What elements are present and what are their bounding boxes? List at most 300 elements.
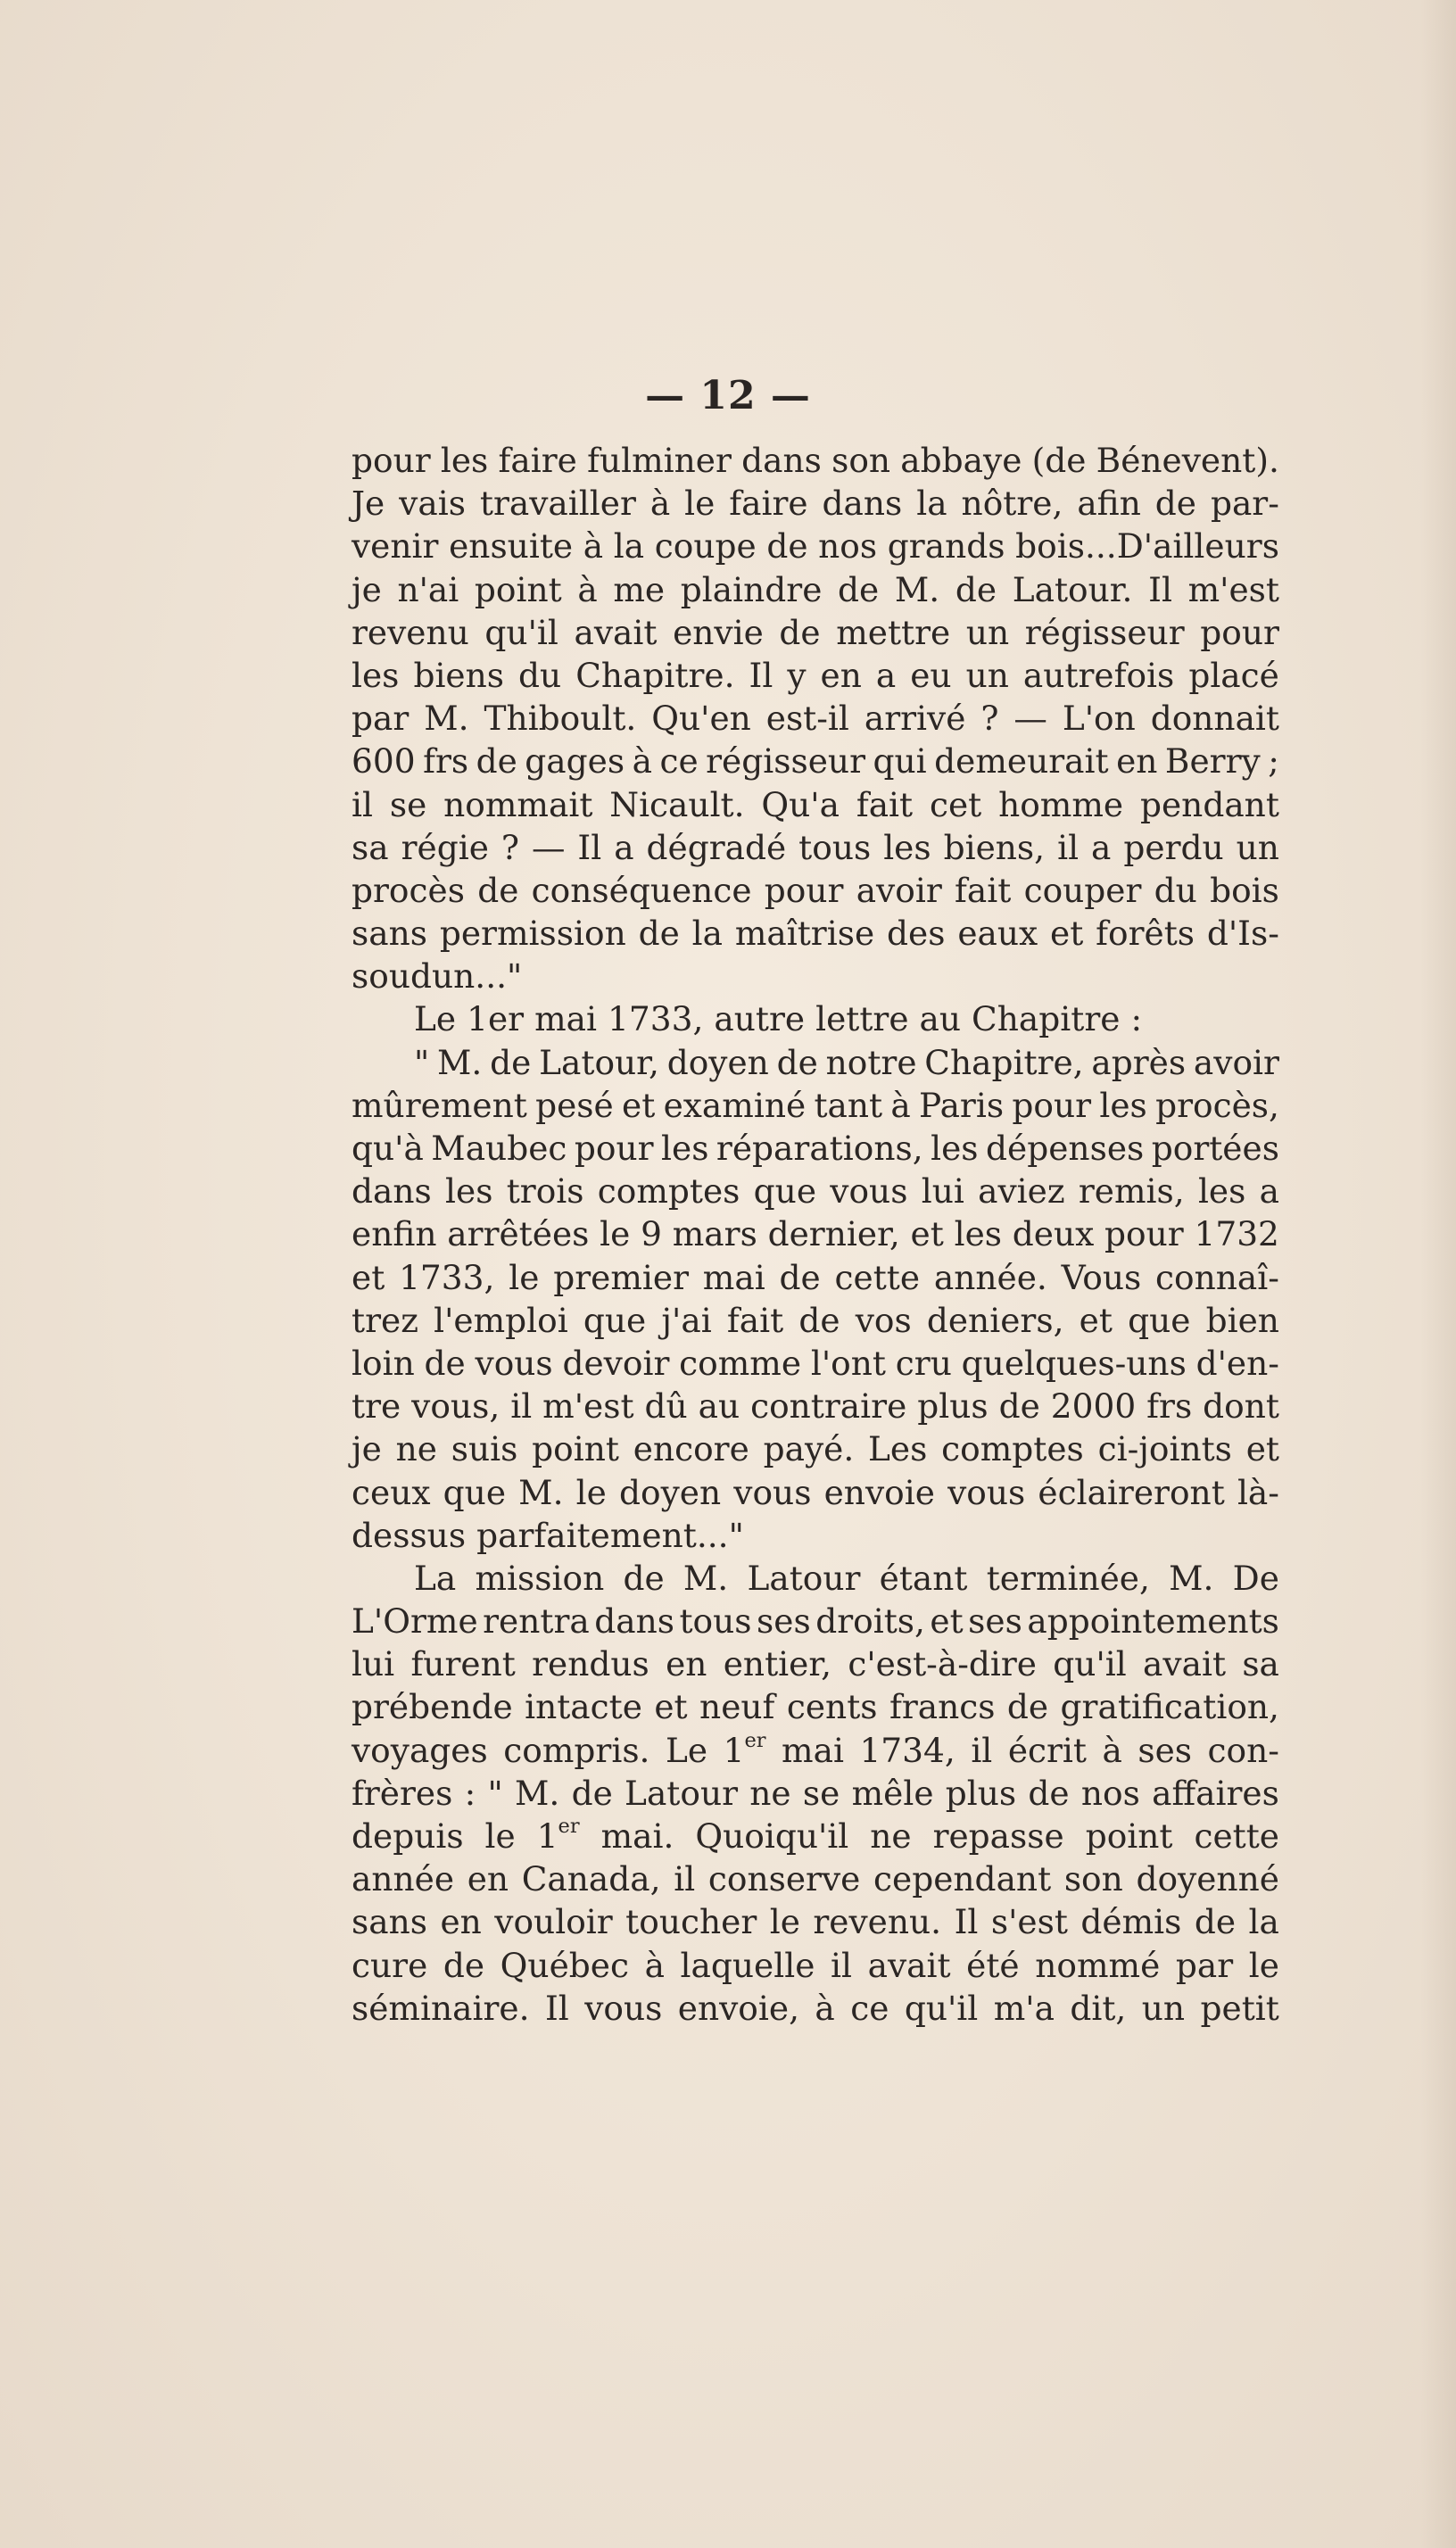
word: premier — [553, 1257, 689, 1297]
word: les — [1099, 1085, 1147, 1125]
word: de — [443, 1945, 485, 1985]
word: les — [445, 1171, 493, 1212]
word: deniers, — [926, 1300, 1064, 1340]
word: frs — [423, 741, 469, 782]
word: a — [1259, 1171, 1279, 1212]
word: se — [802, 1773, 840, 1813]
word: vouloir — [494, 1902, 613, 1942]
word: trez — [352, 1300, 418, 1340]
word: régisseur — [706, 741, 866, 782]
word: vous — [947, 1472, 1026, 1512]
word: démis — [1080, 1902, 1182, 1942]
text-line — [352, 1944, 1279, 1987]
word: dans — [352, 1171, 432, 1212]
word: 1732 — [1194, 1214, 1279, 1254]
word: Il — [577, 827, 602, 867]
word: et — [622, 1085, 656, 1125]
word: le — [600, 1214, 631, 1254]
word: grands — [887, 526, 1005, 567]
word: Chapitre, — [924, 1042, 1084, 1082]
word: qu'à — [352, 1129, 424, 1168]
word: il — [1057, 827, 1080, 867]
word: payé. — [763, 1429, 855, 1469]
word: à — [815, 1988, 835, 2028]
word: tous — [798, 827, 872, 867]
word: ? — [500, 827, 519, 867]
word: doyen — [619, 1472, 722, 1512]
word: neuf — [699, 1687, 775, 1727]
word: fait — [726, 1300, 784, 1340]
word: perdu — [1123, 827, 1224, 867]
word: donnait — [1150, 699, 1279, 739]
text-line — [352, 525, 1279, 567]
word: l'emploi — [434, 1300, 568, 1340]
word: plaindre — [680, 569, 823, 609]
word: M. — [1169, 1558, 1214, 1598]
word: dégradé — [646, 827, 787, 867]
word: de — [623, 1558, 665, 1598]
word: a — [614, 827, 634, 867]
word: Bénevent). — [1096, 441, 1279, 480]
word: un — [965, 612, 1010, 652]
word: couper — [1023, 870, 1142, 910]
word: le — [509, 1257, 540, 1297]
text-line — [352, 1385, 1279, 1427]
word: ci-joints — [1097, 1429, 1232, 1469]
word: trois — [506, 1171, 584, 1212]
word: au — [919, 999, 962, 1039]
word: Berry — [1164, 741, 1261, 782]
word: faire — [498, 441, 577, 480]
word: les — [352, 655, 400, 695]
word: suis — [451, 1429, 518, 1469]
word: parfaitement..." — [476, 1515, 744, 1555]
word: régie — [401, 827, 489, 867]
word: envie — [673, 612, 764, 652]
word: pour — [352, 441, 431, 480]
word: de — [838, 569, 880, 609]
word: ses — [757, 1601, 811, 1642]
word: lettre — [815, 999, 909, 1039]
word: de — [998, 1386, 1040, 1427]
word: après — [1091, 1042, 1187, 1082]
word: étant — [879, 1558, 968, 1598]
word: m'est — [1187, 569, 1279, 609]
word: pour — [1012, 1085, 1092, 1125]
word: nos — [1080, 1773, 1140, 1813]
word: envoie, — [677, 1988, 799, 2028]
word: lui — [352, 1644, 395, 1684]
word: mûrement — [352, 1085, 527, 1125]
word: Latour. — [1012, 569, 1133, 609]
word: furent — [410, 1644, 516, 1684]
word: et — [352, 1257, 385, 1297]
word: quelques-uns — [961, 1343, 1187, 1383]
word: toucher — [625, 1902, 757, 1942]
word: de — [1154, 484, 1196, 524]
word: conserve — [707, 1859, 861, 1899]
word: voyages — [352, 1730, 488, 1770]
word: la — [1248, 1902, 1279, 1942]
word: vous — [733, 1472, 812, 1512]
word: ses — [968, 1601, 1022, 1642]
word: encore — [633, 1429, 749, 1469]
word: nommé — [1035, 1945, 1161, 1985]
word: Vous — [1061, 1257, 1142, 1297]
word: à — [890, 1085, 911, 1125]
word: biens, — [943, 827, 1046, 867]
word: nommait — [443, 784, 593, 824]
word: de — [776, 1042, 818, 1082]
word: 1734, — [859, 1730, 956, 1770]
text-line — [352, 1642, 1279, 1685]
word: pendant — [1139, 784, 1279, 824]
word: mai — [534, 999, 598, 1039]
word: qu'il — [484, 612, 558, 652]
word: la — [691, 914, 723, 954]
word: en — [467, 1859, 509, 1899]
text-line — [352, 1729, 1279, 1772]
word: Nicault. — [609, 784, 745, 824]
word: revenu — [352, 612, 469, 652]
word: 9 — [641, 1214, 662, 1254]
word: qu'il — [904, 1988, 979, 2028]
word: compris. — [503, 1730, 650, 1770]
word: dit, — [1070, 1988, 1127, 2028]
word: d'Is- — [1206, 914, 1279, 954]
word: deux — [1012, 1214, 1095, 1254]
word: Il — [749, 655, 774, 695]
word: et — [1245, 1429, 1279, 1469]
word: enfin — [352, 1214, 437, 1254]
word: M. — [437, 1042, 483, 1082]
word: revenu. — [813, 1902, 942, 1942]
word: que — [1128, 1300, 1191, 1340]
word: dans — [741, 441, 822, 480]
word: point — [474, 569, 562, 609]
text-line — [352, 1256, 1279, 1299]
word: m'a — [993, 1988, 1055, 2028]
word: eu — [910, 655, 952, 695]
word: Chapitre — [972, 999, 1121, 1039]
word: que — [583, 1300, 647, 1340]
word: son — [831, 441, 891, 480]
word: rendus — [532, 1644, 649, 1684]
text-line — [352, 568, 1279, 611]
word: m'est — [542, 1386, 634, 1427]
word: avoir — [1193, 1042, 1279, 1082]
word: les — [661, 1129, 709, 1168]
word: de — [766, 526, 808, 567]
word: à — [632, 741, 652, 782]
text-line — [352, 1857, 1279, 1900]
word: nôtre, — [961, 484, 1063, 524]
word: Quoiqu'il — [695, 1816, 849, 1856]
word: éclaireront — [1038, 1472, 1225, 1512]
word: devoir — [562, 1343, 670, 1383]
word: a — [875, 655, 897, 695]
word: petit — [1200, 1988, 1279, 2028]
word: ce — [850, 1988, 889, 2028]
word: Latour — [747, 1558, 861, 1598]
word: le — [769, 1902, 800, 1942]
word: M. — [682, 1558, 729, 1598]
word: ne — [870, 1816, 912, 1856]
word: que — [753, 1171, 817, 1212]
word: pour — [1200, 612, 1279, 652]
word: " — [487, 1773, 503, 1813]
word: ne — [749, 1773, 791, 1813]
word: frs — [1146, 1386, 1193, 1427]
word: ses — [1138, 1730, 1193, 1770]
word: De — [1232, 1558, 1279, 1598]
word: 1733, — [608, 999, 704, 1039]
word: gages — [525, 741, 625, 782]
word: " — [414, 1042, 430, 1082]
word: à — [1102, 1730, 1122, 1770]
word: l'ont — [810, 1343, 886, 1383]
word: cents — [786, 1687, 878, 1727]
text-line — [352, 1084, 1279, 1127]
word: connaî- — [1155, 1257, 1279, 1297]
word: réparations, — [716, 1129, 923, 1168]
word: comptes — [597, 1171, 740, 1212]
text-line — [352, 826, 1279, 869]
text-line — [352, 1815, 1279, 1857]
word: eaux — [957, 914, 1038, 954]
word: il — [674, 1859, 696, 1899]
word: point — [1085, 1816, 1173, 1856]
word: cependant — [873, 1859, 1052, 1899]
word: le — [484, 1816, 516, 1856]
word: le — [684, 484, 716, 524]
word: fulminer — [587, 441, 732, 480]
word: arrivé — [864, 699, 966, 739]
word: remis, — [1078, 1171, 1185, 1212]
word: vous — [584, 1988, 663, 2028]
word: loin — [352, 1343, 415, 1383]
word: dû — [644, 1386, 688, 1427]
word: de — [1006, 1687, 1049, 1727]
word: aviez — [978, 1171, 1065, 1212]
word: du — [518, 655, 562, 695]
word: mars — [672, 1214, 757, 1254]
text-line — [352, 439, 1279, 482]
word: de — [571, 1773, 613, 1813]
word: placé — [1188, 655, 1279, 695]
word: du — [1154, 870, 1197, 910]
word: cet — [929, 784, 982, 824]
word: M. — [515, 1773, 560, 1813]
word: procès — [352, 870, 465, 910]
word: que — [443, 1472, 507, 1512]
word: doyenné — [1136, 1859, 1279, 1899]
word: droits, — [815, 1601, 925, 1642]
word: — — [1013, 699, 1047, 739]
text-line — [352, 783, 1279, 826]
word: en — [1116, 741, 1158, 782]
word: M. — [424, 699, 469, 739]
word: de — [424, 1343, 466, 1383]
word: vos — [855, 1300, 912, 1340]
text-line — [352, 1170, 1279, 1212]
word: fait — [955, 870, 1012, 910]
word: Qu'en — [651, 699, 751, 739]
word: de — [779, 612, 821, 652]
text-line — [352, 869, 1279, 912]
word: vais — [399, 484, 466, 524]
word: repasse — [932, 1816, 1064, 1856]
word: : — [464, 1773, 476, 1813]
word: de — [638, 914, 680, 954]
word: Latour, — [539, 1042, 659, 1082]
word: qu'il — [1053, 1644, 1127, 1684]
word: année — [352, 1859, 455, 1899]
word: comptes — [941, 1429, 1084, 1469]
word: tous — [679, 1601, 752, 1642]
word: Qu'a — [761, 784, 840, 824]
text-line — [352, 1514, 1279, 1557]
word: Thiboult. — [484, 699, 637, 739]
word: la — [613, 526, 645, 567]
body-text — [352, 439, 1279, 2030]
word: qui — [873, 741, 927, 782]
word: bois...D'ailleurs — [1015, 526, 1279, 567]
word: ensuite — [449, 526, 574, 567]
word: c'est-à-dire — [848, 1644, 1037, 1684]
word: et — [654, 1687, 688, 1727]
word: par- — [1210, 484, 1279, 524]
word: 2000 — [1050, 1386, 1137, 1427]
word: plus — [917, 1386, 989, 1427]
word: mêle — [851, 1773, 934, 1813]
word: mission — [475, 1558, 605, 1598]
word: de — [955, 569, 997, 609]
word: forêts — [1096, 914, 1195, 954]
word: les — [931, 1129, 979, 1168]
word: de — [490, 1042, 532, 1082]
word: comme — [679, 1343, 802, 1383]
word: Maubec — [431, 1129, 567, 1168]
word: avait — [1143, 1644, 1227, 1684]
word: autrefois — [1022, 655, 1175, 695]
text-line — [352, 997, 1279, 1040]
word: en — [820, 655, 862, 695]
word: tant — [814, 1085, 883, 1125]
word: 1er — [536, 1815, 580, 1856]
word: à — [649, 484, 671, 524]
word: faire — [729, 484, 808, 524]
word: avoir — [856, 870, 942, 910]
word: fait — [856, 784, 914, 824]
word: venir — [352, 526, 439, 567]
word: y — [787, 655, 807, 695]
word: à — [644, 1945, 665, 1985]
word: arrêtées — [447, 1214, 590, 1254]
word: sa — [352, 827, 389, 867]
page-number: — 12 — — [645, 373, 811, 418]
word: Les — [868, 1429, 928, 1469]
word: est-il — [765, 699, 849, 739]
word: régisseur — [1024, 612, 1185, 652]
word: pour — [574, 1129, 654, 1168]
word: me — [613, 569, 666, 609]
word: le — [1248, 1945, 1279, 1985]
word: afin — [1077, 484, 1141, 524]
word: permission — [439, 914, 626, 954]
text-line — [352, 740, 1279, 782]
text-line — [352, 1041, 1279, 1084]
word: examiné — [663, 1085, 807, 1125]
word: à — [577, 569, 598, 609]
word: prébende — [352, 1687, 513, 1727]
word: au — [698, 1386, 740, 1427]
word: intacte — [525, 1687, 642, 1727]
text-line — [352, 654, 1279, 697]
word: M. — [894, 569, 940, 609]
word: écrit — [1007, 1730, 1087, 1770]
word: doyen — [666, 1042, 769, 1082]
word: gratification, — [1060, 1687, 1279, 1727]
word: nos — [818, 526, 878, 567]
text-line — [352, 1427, 1279, 1470]
text-line — [352, 1600, 1279, 1642]
text-line — [352, 1212, 1279, 1255]
word: conséquence — [531, 870, 752, 910]
word: con- — [1207, 1730, 1279, 1770]
word: dont — [1203, 1386, 1279, 1427]
word: les — [1197, 1171, 1246, 1212]
word: portées — [1151, 1129, 1279, 1168]
text-line — [352, 1471, 1279, 1514]
word: ceux — [352, 1472, 431, 1512]
word: 600 — [352, 741, 416, 782]
word: 1er — [723, 1728, 766, 1770]
word: les — [883, 827, 931, 867]
word: Il — [544, 1988, 569, 2028]
word: les — [954, 1214, 1003, 1254]
word: de — [1194, 1902, 1237, 1942]
text-line — [352, 697, 1279, 740]
word: sans — [352, 1902, 427, 1942]
word: son — [1063, 1859, 1123, 1899]
word: maîtrise — [734, 914, 875, 954]
word: bois — [1210, 870, 1279, 910]
text-line — [352, 1557, 1279, 1600]
word: mettre — [836, 612, 951, 652]
word: se — [389, 784, 427, 824]
word: dernier, — [767, 1214, 900, 1254]
word: abbaye — [900, 441, 1022, 480]
text-line — [352, 1987, 1279, 2030]
word: et — [910, 1214, 944, 1254]
word: frères — [352, 1773, 453, 1813]
word: cette — [834, 1257, 921, 1297]
word: sans — [352, 914, 427, 954]
word: contraire — [750, 1386, 907, 1427]
word: francs — [889, 1687, 996, 1727]
word: point — [532, 1429, 619, 1469]
word: et — [930, 1601, 964, 1642]
word: bien — [1205, 1300, 1279, 1340]
text-line — [352, 955, 1279, 997]
word: Québec — [500, 1945, 629, 1985]
text-line — [352, 1772, 1279, 1815]
word: et — [1050, 914, 1084, 954]
word: mai — [702, 1257, 765, 1297]
text-line — [352, 1127, 1279, 1170]
word: des — [887, 914, 946, 954]
